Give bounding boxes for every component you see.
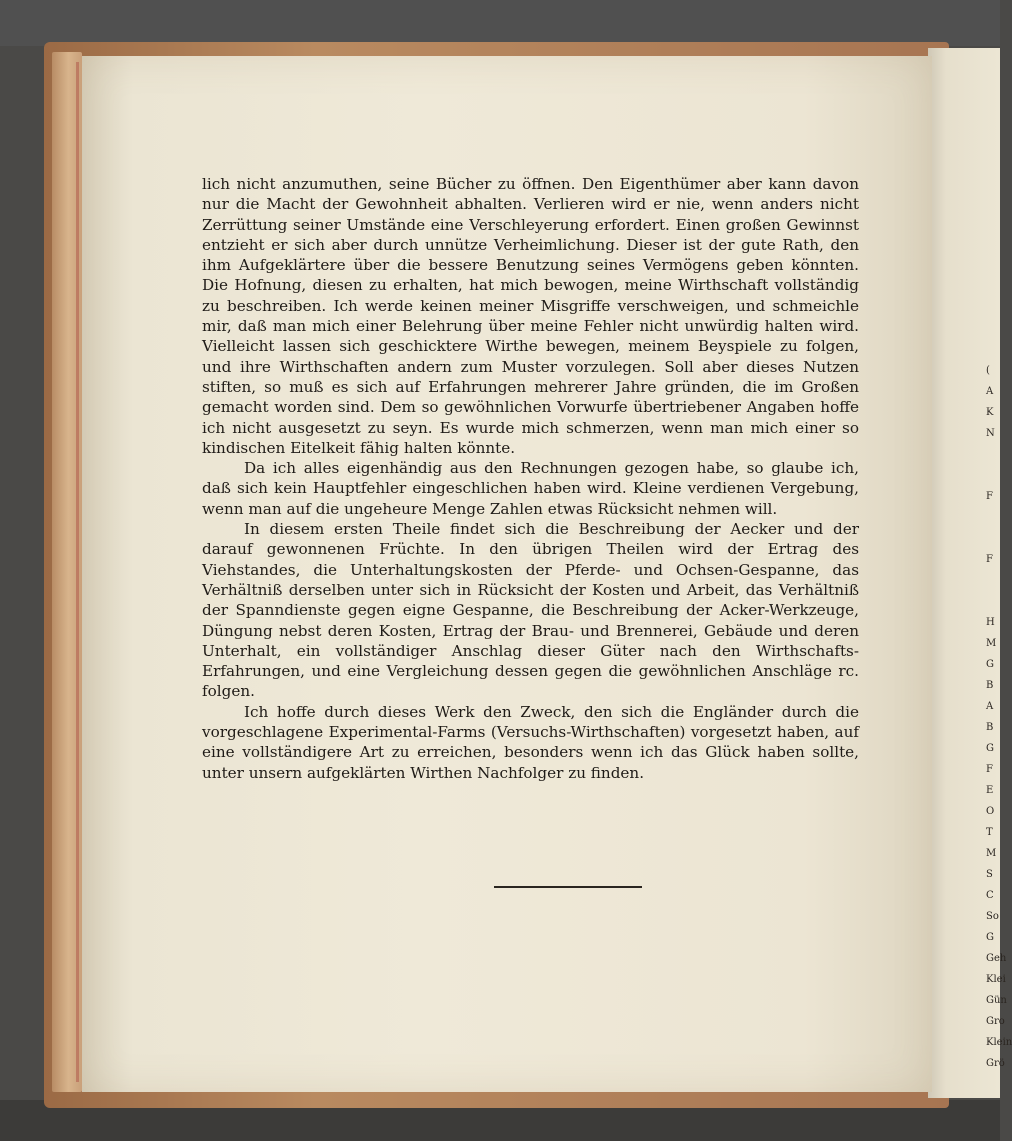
facing-page-text: ( A K N F F H M G B A B G F E O T M S C So G Geh Klei Gün Gro Klein Grö xyxy=(986,365,1012,1069)
paragraph-2: Da ich alles eigenhändig aus den Rechnungen gezogen habe, so glaube ich, daß sich kein Hauptfehler eingeschlichen haben wird. Kleine verdienen Vergebung, wenn man auf die ungeheure Menge Zahlen etwas Rücksicht nehmen will. xyxy=(202,459,859,518)
backdrop-top xyxy=(0,0,1000,46)
page-text-block xyxy=(202,174,859,783)
page-edge-stain xyxy=(76,62,79,1082)
paragraph-3: In diesem ersten Theile findet sich die Beschreibung der Aecker und der darauf gewonnenen Früchte. In den übrigen Theilen wird der Ertrag des Viehstandes, die Unterhaltungskosten der Pferde- und Ochsen-Gespanne, das Verhältniß derselben unter sich in Rücksicht der Kosten und Arbeit, das Verhältniß der Spanndienste gegen eigne Gespanne, die Beschreibung der Acker-Werkzeuge, Düngung nebst deren Kosten, Ertrag der Brau- und Brennerei, Gebäude und deren Unterhalt, ein vollständiger Anschlag dieser Güter nach den Wirthschafts-Erfahrungen, und eine Vergleichung dessen gegen die gewöhnlichen Anschläge rc. folgen. xyxy=(202,520,859,701)
closing-rule xyxy=(494,886,642,888)
paragraph-4: Ich hoffe durch dieses Werk den Zweck, den sich die Engländer durch die vorgeschlagene Experimental-Farms (Versuchs-Wirthschaften) vorgesetzt haben, auf eine vollständigere Art zu erreichen, besonders wenn ich das Glück haben sollte, unter unsern aufgeklärten Wirthen Nachfolger zu finden. xyxy=(202,702,859,782)
paragraph-1: lich nicht anzumuthen, seine Bücher zu öffnen. Den Eigenthümer aber kann davon nur die Macht der Gewohnheit abhalten. Verlieren wird er nie, wenn anders nicht Zerrüttung seiner Umstände eine Verschleyerung erfordert. Einen großen Gewinnst entzieht er sich aber durch unnütze Verheimlichung. Dieser ist der gute Rath, den ihm Aufgeklärtere über die bessere Benutzung seines Vermögens geben könnten. Die Hofnung, diesen zu erhalten, hat mich bewogen, meine Wirthschaft vollständig zu beschreiben. Ich werde keinen meiner Misgriffe verschweigen, und schmeichle mir, daß man mich einer Belehrung über meine Fehler nicht unwürdig halten wird. Vielleicht lassen sich geschicktere Wirthe bewegen, meinem Beyspiele zu folgen, und ihre Wirthschaften andern zum Muster vorzulegen. Soll aber dieses Nutzen stiften, so muß es sich auf Erfahrungen mehrerer Jahre gründen, die im Großen gemacht worden sind. Dem so gewöhnlichen Vorwurfe übertriebener Angaben hoffe ich nicht ausgesetzt zu seyn. Es wurde mich schmerzen, wenn man mich einer so kindischen Eitelkeit fähig halten könnte. xyxy=(202,175,859,457)
